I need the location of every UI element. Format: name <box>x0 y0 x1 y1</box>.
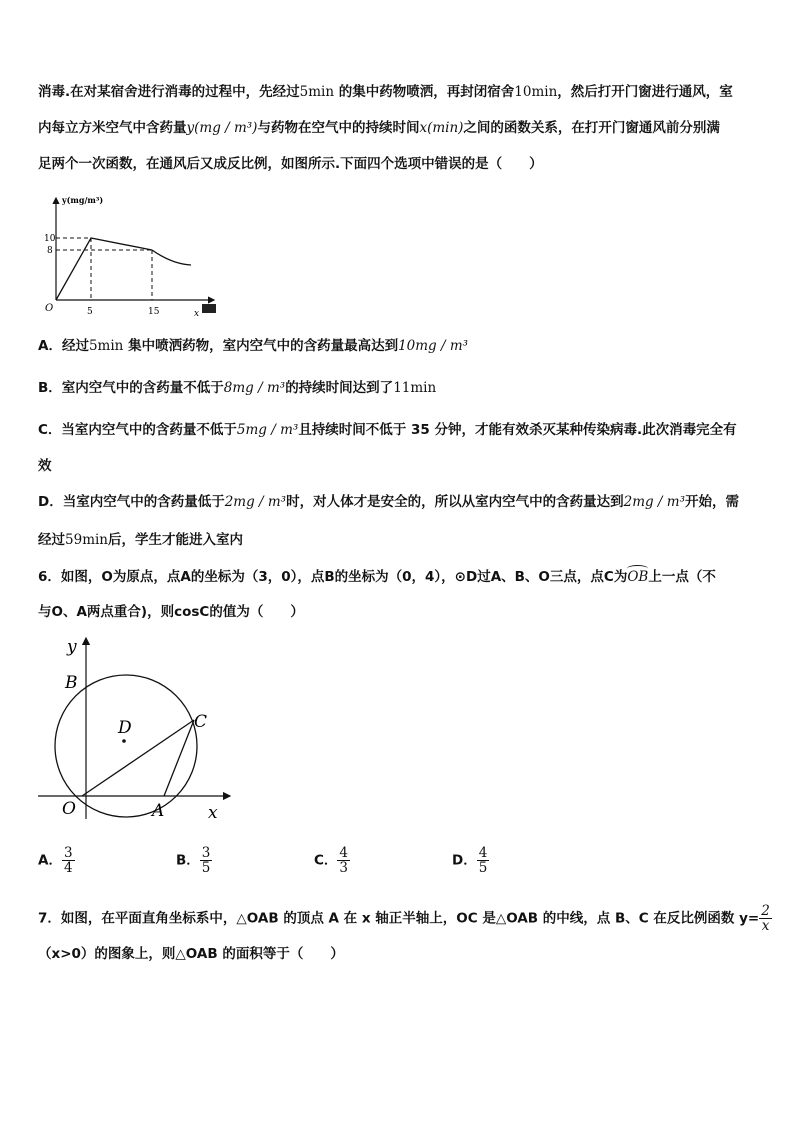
q6-line1-text: 6．如图，O为原点，点A的坐标为（3，0），点B的坐标为（0，4），⊙D过A、B、O三点，点C为 <box>38 569 628 585</box>
q7-fraction-den: x <box>761 918 770 934</box>
q6-label-b: B <box>65 673 78 693</box>
q6-line2: 与O、A两点重合)，则cosC的值为（ ） <box>38 604 304 620</box>
q6-option-a <box>38 846 75 875</box>
q5-option-d-unit: min <box>82 532 109 548</box>
q6-option-a-fraction <box>62 846 75 875</box>
q5-option-d-line2 <box>38 530 243 550</box>
q5-inverse-curve <box>152 250 191 265</box>
q6-option-a-den: 4 <box>63 860 73 876</box>
q7-line1 <box>38 904 772 933</box>
q6-label-y: y <box>67 637 77 657</box>
q6-line1b-text: 上一点（不 <box>648 569 716 585</box>
q5-option-b-value: 8mg / m³ <box>223 380 286 396</box>
q5-graph-y8: 8 <box>47 246 53 256</box>
q5-line2-text-b: 与药物在空气中的持续时间 <box>257 120 420 136</box>
q5-line2-text-a: 内每立方米空气中含药量 <box>38 120 187 136</box>
q6-label-x: x <box>208 803 218 823</box>
q6-option-d <box>452 846 489 875</box>
q5-option-a-value: 10mg / m³ <box>398 338 469 354</box>
q6-option-a-label: A． <box>38 852 62 869</box>
q5-line1 <box>38 82 733 102</box>
q6-figure <box>34 634 244 824</box>
q5-option-c-label: C．当室内空气中的含药量不低于 <box>38 422 237 438</box>
q6-option-d-den: 5 <box>478 860 488 876</box>
q6-label-d: D <box>118 718 132 738</box>
q5-line1-text-c: ，然后打开门窗进行通风，室 <box>557 84 733 100</box>
q5-option-d-line2-b: 后，学生才能进入室内 <box>108 532 244 548</box>
q5-option-d-value: 2mg / m³ <box>224 494 287 510</box>
q5-graph <box>36 190 226 322</box>
q5-line3: 足两个一次函数，在通风后又成反比例，如图所示.下面四个选项中错误的是（ ） <box>38 156 543 172</box>
q7-fraction <box>759 904 772 933</box>
q7-fraction-num: 2 <box>761 903 770 919</box>
q6-option-b-fraction <box>200 846 213 875</box>
q5-graph-x5: 5 <box>87 307 93 317</box>
q6-option-b-den: 5 <box>201 860 211 876</box>
q7-line2: （x>0）的图象上，则△OAB 的面积等于（ ） <box>38 946 344 962</box>
q5-graph-x15: 15 <box>148 307 160 317</box>
q6-center-d <box>122 739 126 743</box>
q6-option-c <box>314 846 350 875</box>
q5-option-a <box>38 336 468 356</box>
q6-option-c-label: C． <box>314 852 338 869</box>
q5-unit-min2: min <box>531 84 558 100</box>
q6-option-c-num: 4 <box>339 845 349 861</box>
q6-option-b-num: 3 <box>201 845 211 861</box>
q5-graph-y10: 10 <box>44 234 56 244</box>
q5-graph-ylabel: y(mg/m³) <box>62 195 104 205</box>
q5-x-symbol: x(min) <box>419 120 464 136</box>
q5-scan-mark <box>202 304 216 313</box>
q5-option-a-unit: min <box>97 338 124 354</box>
q5-time-5: 5 <box>299 84 309 100</box>
q5-option-d-text: 时，对人体才是安全的，所以从室内空气中的含药量达到 <box>286 494 624 510</box>
q5-option-d-text-c: 开始，需 <box>685 494 739 510</box>
q5-option-c-line2: 效 <box>38 458 52 474</box>
q5-option-c-text: 且持续时间不低于 35 分钟，才能有效杀灭某种传染病毒.此次消毒完全有 <box>298 422 737 438</box>
q5-option-d-time: 59 <box>65 532 83 548</box>
q5-option-b-time: 11min <box>393 380 437 396</box>
q5-line1-text-b: 的集中药物喷洒，再封闭宿舍 <box>338 84 515 100</box>
q5-option-a-text: 集中喷洒药物，室内空气中的含药量最高达到 <box>128 338 399 354</box>
q5-line2 <box>38 118 720 138</box>
q5-option-b-text: 的持续时间达到了 <box>285 380 394 396</box>
q5-option-d-label: D．当室内空气中的含药量低于 <box>38 494 225 510</box>
q5-line2-text-c: 之间的函数关系，在打开门窗通风前分别满 <box>463 120 720 136</box>
q6-arc-ob <box>627 567 648 587</box>
q7-line1-text: 7．如图，在平面直角坐标系中，△OAB 的顶点 A 在 x 轴正半轴上，OC 是△OAB 的中线，点 B、C 在反比例函数 y= <box>38 910 760 927</box>
q6-option-d-label: D． <box>452 852 477 869</box>
q5-graph-origin: O <box>45 303 54 314</box>
q5-y-symbol: y(mg / m³) <box>186 120 258 136</box>
q5-option-a-label: A．经过 <box>38 338 89 354</box>
q5-option-c-value: 5mg / m³ <box>236 422 299 438</box>
q6-option-a-num: 3 <box>63 845 73 861</box>
q6-option-d-fraction <box>477 846 490 875</box>
q5-unit-min: min <box>308 84 335 100</box>
q5-graph-xlabel: x <box>194 309 200 319</box>
q6-option-c-den: 3 <box>339 860 349 876</box>
q5-option-d-value2: 2mg / m³ <box>623 494 685 510</box>
q6-line1 <box>38 567 716 587</box>
q5-option-c <box>38 420 737 440</box>
q5-option-b-label: B．室内空气中的含药量不低于 <box>38 380 224 396</box>
q6-option-b-label: B． <box>176 852 200 869</box>
q6-label-o: O <box>62 799 76 819</box>
q5-time-10: 10 <box>514 84 532 100</box>
q6-label-c: C <box>194 712 208 732</box>
q5-option-d <box>38 492 739 512</box>
q5-option-b <box>38 378 436 398</box>
q5-option-d-line2-a: 经过 <box>38 532 65 548</box>
q6-option-d-num: 4 <box>478 845 488 861</box>
q6-option-b <box>176 846 212 875</box>
q5-line1-text-a: 消毒.在对某宿舍进行消毒的过程中，先经过 <box>38 84 300 100</box>
q5-option-a-time: 5 <box>88 338 98 354</box>
q6-option-c-fraction <box>337 846 350 875</box>
q5-linear-pieces <box>56 238 152 300</box>
q6-label-a: A <box>152 801 165 821</box>
q6-segment-ac <box>164 720 194 796</box>
q6-segment-oc <box>82 720 194 796</box>
q6-arc-label: OB <box>627 569 649 585</box>
